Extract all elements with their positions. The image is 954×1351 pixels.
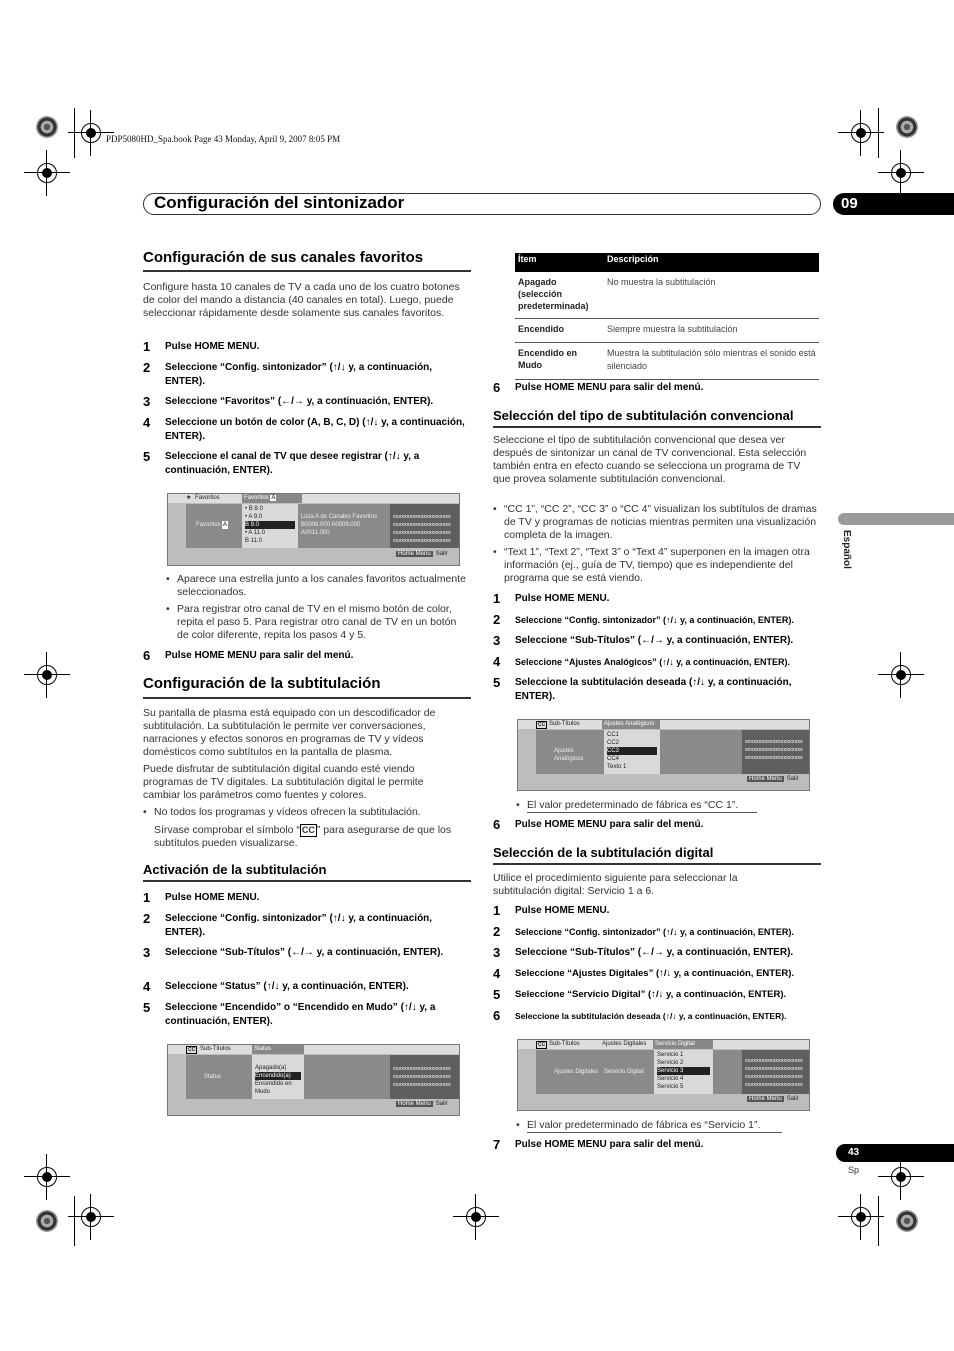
panel-label: Status: [204, 1074, 222, 1080]
channel-list: [242, 504, 298, 548]
step-text: Seleccione “Favoritos” (←/→ y, a continuación, ENTER).: [165, 396, 434, 407]
step-6: [493, 1009, 823, 1023]
cc-icon: CC: [188, 1047, 196, 1053]
home-menu-key: Home Menu: [749, 776, 782, 782]
section-rule: [143, 880, 471, 882]
step-number: 5: [143, 1000, 151, 1015]
section-rule: [493, 426, 821, 428]
step-number: 1: [143, 339, 151, 354]
step-text: Seleccione “Config. sintonizador” (↑/↓ y, a continuación, ENTER).: [165, 913, 433, 938]
language-tab: [838, 513, 954, 525]
step-number: 1: [493, 591, 501, 606]
tab-badge: A: [271, 495, 276, 501]
blank-panel: [713, 1050, 742, 1094]
step-number: 6: [493, 1008, 501, 1023]
table-header-desc: Descripción: [607, 254, 659, 264]
option-item-selected: CC3: [607, 747, 657, 755]
step-text: Pulse HOME MENU.: [515, 905, 610, 916]
registration-disc-icon: [896, 116, 918, 138]
screen-footer: [747, 776, 799, 782]
list-item: • A 11.0: [245, 530, 266, 536]
step-number: 6: [493, 817, 501, 832]
step-text: Seleccione “Config. sintonizador” (↑/↓ y, a continuación, ENTER).: [165, 362, 433, 387]
cc-icon: CC: [538, 1042, 546, 1048]
option-item: CC4: [607, 756, 620, 762]
exit-label: Salir: [786, 1096, 799, 1102]
step-number: 3: [143, 945, 151, 960]
registration-disc-icon: [36, 1210, 58, 1232]
exit-label: Salir: [435, 1101, 448, 1107]
table-row: [515, 343, 819, 380]
placeholder-text: xxxxxxxxxxxxxxxxxxxxx: [393, 1066, 451, 1072]
step-3: [493, 634, 821, 648]
step-number: 3: [493, 633, 501, 648]
step-6: [493, 818, 821, 832]
step-3: [143, 395, 469, 409]
exit-label: Salir: [786, 776, 799, 782]
screen-topbar: [518, 720, 809, 729]
option-item: Encendido en Mudo: [255, 1081, 292, 1095]
home-menu-key: Home Menu: [749, 1096, 782, 1102]
registration-disc-icon: [896, 1210, 918, 1232]
page-number: 43: [836, 1144, 954, 1162]
step-text: Seleccione “Sub-Títulos” (←/→ y, a continuación, ENTER).: [515, 635, 794, 646]
step-number: 5: [493, 675, 501, 690]
placeholder-panel: [742, 1050, 810, 1094]
step-text: Pulse HOME MENU para salir del menú.: [515, 382, 704, 393]
digital-intro: Utilice el procedimiento siguiente para seleccionar la subtitulación digital: Servicio 1 a 6.: [493, 872, 738, 897]
panel-label: Favoritos: [196, 522, 221, 528]
step-4: [493, 967, 823, 981]
panel-label-2: Servicio Digital: [604, 1069, 644, 1075]
status-table: [515, 253, 819, 380]
step-2: [493, 613, 821, 627]
bullet-item: • No todos los programas y vídeos ofrecen la subtitulación.: [143, 806, 469, 819]
step-number: 3: [143, 394, 151, 409]
list-item: B 11.0: [245, 538, 262, 544]
subtitles-paragraph: Su pantalla de plasma está equipado con un descodificador de subtitulación. La subtitulación le permite ver conversaciones, narraciones y efectos sonoros en programas de TV y vídeos domésticos como subtítulos en la pantalla de plasma.: [143, 707, 436, 758]
step-text: Seleccione “Sub-Títulos” (←/→ y, a continuación, ENTER).: [165, 947, 444, 958]
table-cell-item: Encendido: [518, 324, 565, 334]
step-number: 2: [143, 911, 151, 926]
chapter-number: 09: [833, 193, 954, 215]
placeholder-text: xxxxxxxxxxxxxxxxxxxxx: [745, 1066, 803, 1072]
cc-note-b: ” para asegurarse de que los subtítulos pueden visualizarse.: [154, 824, 452, 849]
screen-topbar: [168, 1045, 459, 1054]
step-2: [493, 925, 823, 939]
placeholder-text: xxxxxxxxxxxxxxxxxxxxx: [745, 739, 803, 745]
table-row: [515, 319, 819, 343]
default-note: • El valor predeterminado de fábrica es “CC 1”.: [516, 799, 776, 812]
step-number: 4: [493, 654, 501, 669]
step-number: 4: [143, 415, 151, 430]
trim-line: [74, 1196, 75, 1246]
step-5: [493, 676, 821, 704]
screen-top-tab: Ajustes Analógicos: [602, 720, 660, 729]
option-item-selected: Encendido(a): [255, 1072, 301, 1080]
table-cell-item: Encendido en Mudo: [518, 348, 578, 370]
digital-service-screen: [517, 1039, 810, 1111]
screen-top-left: Favoritos: [195, 495, 220, 501]
step-3: [143, 946, 469, 960]
step-1: [143, 891, 469, 905]
placeholder-text: xxxxxxxxxxxxxxxxxxxxx: [745, 755, 803, 761]
step-text: Pulse HOME MENU.: [165, 341, 260, 352]
list-item: • B 8.0: [245, 506, 263, 512]
table-row: [515, 272, 819, 319]
home-menu-key: Home Menu: [398, 551, 431, 557]
step-1: [143, 340, 469, 354]
info-title: Lista A de Canales Favoritos: [301, 514, 378, 520]
step-4: [493, 655, 821, 669]
step-5: [143, 1001, 469, 1029]
placeholder-text: xxxxxxxxxxxxxxxxxxxxx: [745, 1058, 803, 1064]
star-icon: ★: [186, 495, 192, 501]
crosshair-mark-icon: [34, 1164, 60, 1190]
subsection-title-activation: Activación de la subtitulación: [143, 862, 327, 877]
screen-top-tab: Servicio Digital: [653, 1040, 713, 1049]
step-text: Pulse HOME MENU para salir del menú.: [515, 1139, 704, 1150]
option-item: CC2: [607, 740, 620, 746]
step-text: Seleccione el canal de TV que desee registrar (↑/↓ y, a continuación, ENTER).: [165, 451, 420, 476]
step-text: Seleccione “Encendido” o “Encendido en Mudo” (↑/↓ y, a continuación, ENTER).: [165, 1002, 436, 1027]
option-item: Servicio 4: [657, 1076, 684, 1082]
panel-label: Ajustes Digitales: [554, 1069, 599, 1075]
step-1: [493, 904, 823, 918]
step-number: 4: [493, 966, 501, 981]
screen-left-panel: [186, 1055, 252, 1099]
tab-text: Favoritos: [244, 495, 269, 501]
blank-panel: [304, 1055, 390, 1099]
crosshair-mark-icon: [888, 160, 914, 186]
step-6: [143, 649, 469, 663]
bullet-item: • “CC 1”, “CC 2”, “CC 3” o “CC 4” visualizan los subtítulos de dramas de TV y programas de noticias mientras permiten una visualización completa de la imagen.: [493, 503, 821, 542]
placeholder-text: xxxxxxxxxxxxxxxxxxxxx: [745, 1074, 803, 1080]
step-4: [143, 416, 469, 444]
step-number: 6: [143, 648, 151, 663]
cc-note-a: Sírvase comprobar el símbolo “: [154, 824, 300, 836]
step-text: Seleccione “Ajustes Digitales” (↑/↓ y, a continuación, ENTER).: [515, 968, 795, 979]
option-item: Servicio 2: [657, 1060, 684, 1066]
screen-left-panel: [536, 1050, 654, 1094]
table-cell-desc: Siempre muestra la subtitulación: [607, 324, 738, 334]
table-cell-item: Apagado (selección predeterminada): [518, 277, 589, 311]
option-item: CC1: [607, 732, 620, 738]
blank-panel: [660, 730, 742, 774]
step-2: [143, 912, 469, 940]
placeholder-panel: [390, 504, 460, 548]
section-rule: [493, 863, 821, 865]
trim-line: [878, 1196, 879, 1246]
section-title-favorites: Configuración de sus canales favoritos: [143, 249, 424, 266]
crosshair-mark-icon: [888, 1164, 914, 1190]
option-item: Apagado(a): [255, 1065, 287, 1071]
subsection-title-digital: Selección de la subtitulación digital: [493, 845, 714, 860]
exit-label: Salir: [435, 551, 448, 557]
crosshair-mark-icon: [848, 1204, 874, 1230]
screen-top-left: Sub-Títulos: [200, 1046, 231, 1052]
screen-top-left: Sub-Títulos: [549, 721, 580, 727]
step-number: 2: [493, 924, 501, 939]
screen-top-left: Sub-Títulos: [549, 1041, 580, 1047]
screen-footer: [396, 551, 448, 557]
step-number: 5: [493, 987, 501, 1002]
step-number: 1: [493, 903, 501, 918]
step-number: 7: [493, 1137, 501, 1152]
step-6: [493, 381, 819, 395]
section-title-subtitles: Configuración de la subtitulación: [143, 675, 381, 692]
status-options: [252, 1055, 304, 1099]
panel-label: Ajustes Analógicos: [554, 748, 584, 762]
file-info-line: PDP5080HD_Spa.book Page 43 Monday, April 9, 2007 8:05 PM: [106, 134, 341, 144]
placeholder-text: xxxxxxxxxxxxxxxxxxxxx: [393, 1074, 451, 1080]
cc-note: [154, 824, 468, 850]
table-cell-desc: Muestra la subtitulación sólo mientras el sonido está silenciado: [607, 348, 816, 371]
screen-footer: [747, 1096, 799, 1102]
step-1: [493, 592, 821, 606]
registration-disc-icon: [36, 116, 58, 138]
step-3: [493, 946, 823, 960]
screen-topbar: [518, 1040, 809, 1049]
step-text: Pulse HOME MENU.: [515, 593, 610, 604]
info-panel: [298, 504, 390, 548]
info-line: A0011.000: [301, 530, 330, 536]
step-text: Seleccione la subtitulación deseada (↑/↓ y, a continuación, ENTER).: [515, 677, 792, 702]
placeholder-text: xxxxxxxxxxxxxxxxxxxxx: [393, 538, 451, 544]
placeholder-text: xxxxxxxxxxxxxxxxxxxxx: [393, 530, 451, 536]
cc-icon: CC: [538, 722, 546, 728]
placeholder-text: xxxxxxxxxxxxxxxxxxxxx: [393, 514, 451, 520]
crosshair-mark-icon: [848, 120, 874, 146]
service-options: [654, 1050, 713, 1094]
analog-options: [604, 730, 660, 774]
step-5: [143, 450, 469, 478]
step-text: Pulse HOME MENU.: [165, 892, 260, 903]
step-number: 6: [493, 380, 501, 395]
panel-badge: A: [223, 522, 228, 528]
option-item: Texto 1: [607, 764, 627, 770]
crosshair-mark-icon: [34, 160, 60, 186]
bullet-item: • “Text 1”, “Text 2”, “Text 3” o “Text 4” superponen en la imagen otra información (ej., guía de TV, tiempo) que es independiente del programa que se está viendo.: [493, 546, 821, 585]
screen-footer: [396, 1101, 448, 1107]
analog-settings-screen: [517, 719, 810, 791]
option-item: Servicio 5: [657, 1084, 684, 1090]
table-header-item: Ítem: [518, 254, 537, 264]
step-number: 2: [493, 612, 501, 627]
step-number: 3: [493, 945, 501, 960]
bullet-item: • Aparece una estrella junto a los canales favoritos actualmente seleccionados.: [166, 573, 468, 599]
step-text: Seleccione “Status” (↑/↓ y, a continuación, ENTER).: [165, 981, 409, 992]
placeholder-text: xxxxxxxxxxxxxxxxxxxxx: [745, 1082, 803, 1088]
placeholder-panel: [390, 1055, 460, 1099]
step-5: [493, 988, 823, 1002]
step-text: Seleccione “Config. sintonizador” (↑/↓ y, a continuación, ENTER).: [515, 615, 794, 625]
favorites-screen: [167, 493, 460, 566]
table-header: [515, 253, 819, 272]
chapter-title: Configuración del sintonizador: [154, 193, 405, 212]
crosshair-mark-icon: [78, 1204, 104, 1230]
section-rule: [143, 697, 471, 699]
screen-left-panel: [536, 730, 604, 774]
placeholder-text: xxxxxxxxxxxxxxxxxxxxx: [393, 522, 451, 528]
info-line: B0008.000 A0009.000: [301, 522, 361, 528]
section-rule: [143, 270, 471, 272]
crosshair-mark-icon: [888, 662, 914, 688]
cc-symbol-icon: CC: [301, 825, 315, 835]
trim-line: [878, 108, 879, 158]
step-text: Seleccione la subtitulación deseada (↑/↓ y, a continuación, ENTER).: [515, 1011, 787, 1021]
screen-left-panel: [186, 504, 242, 548]
placeholder-text: xxxxxxxxxxxxxxxxxxxxx: [393, 1082, 451, 1088]
conventional-intro: Seleccione el tipo de subtitulación convencional que desea ver después de sintonizar un canal de TV convencional. Esta selección también entra en efecto cuando se selecciona un programa de TV que provea solamente subtitulación convencional.: [493, 434, 807, 485]
subsection-title-conventional: Selección del tipo de subtitulación convencional: [493, 408, 794, 423]
default-note: • El valor predeterminado de fábrica es “Servicio 1”.: [516, 1119, 806, 1132]
subtitles-paragraph: Puede disfrutar de subtitulación digital cuando esté viendo programas de TV digitales. La subtitulación digital le permite cambiar los parámetros como fuentes y colores.: [143, 763, 424, 801]
step-number: 1: [143, 890, 151, 905]
screen-top-tab: Status: [252, 1045, 304, 1054]
step-4: [143, 980, 469, 994]
bullet-item: • Para registrar otro canal de TV en el mismo botón de color, repita el paso 5. Para registrar otro canal de TV en un botón de color diferente, repita los pasos 4 y 5.: [166, 603, 470, 642]
trim-line: [74, 108, 75, 158]
option-item: Servicio 1: [657, 1052, 684, 1058]
language-label: Español: [841, 530, 852, 569]
step-text: Seleccione un botón de color (A, B, C, D) (↑/↓ y, a continuación, ENTER).: [165, 417, 465, 442]
step-7: [493, 1138, 821, 1152]
step-2: [143, 361, 469, 389]
step-text: Pulse HOME MENU para salir del menú.: [165, 650, 354, 661]
note-underline: [527, 1132, 782, 1133]
page-lang: Sp: [848, 1165, 860, 1175]
screen-topbar: [168, 494, 459, 503]
step-number: 5: [143, 449, 151, 464]
crosshair-mark-icon: [463, 1204, 489, 1230]
step-text: Pulse HOME MENU para salir del menú.: [515, 819, 704, 830]
step-text: Seleccione “Ajustes Analógicos” (↑/↓ y, a continuación, ENTER).: [515, 657, 791, 667]
table-cell-desc: No muestra la subtitulación: [607, 277, 716, 287]
placeholder-panel: [742, 730, 810, 774]
step-text: Seleccione “Servicio Digital” (↑/↓ y, a continuación, ENTER).: [515, 989, 787, 1000]
step-number: 4: [143, 979, 151, 994]
crosshair-mark-icon: [34, 662, 60, 688]
step-number: 2: [143, 360, 151, 375]
status-screen: [167, 1044, 460, 1116]
placeholder-text: xxxxxxxxxxxxxxxxxxxxx: [745, 747, 803, 753]
option-item-selected: Servicio 3: [657, 1067, 710, 1075]
favorites-intro: Configure hasta 10 canales de TV a cada uno de los cuatro botones de color del mando a distancia (40 canales en total). Luego, puede seleccionar rápidamente desde solamente sus canales favoritos.: [143, 281, 460, 319]
crosshair-mark-icon: [78, 120, 104, 146]
note-underline: [527, 812, 757, 813]
list-item-selected: B 9.0: [245, 521, 295, 529]
home-menu-key: Home Menu: [398, 1101, 431, 1107]
step-text: Seleccione “Sub-Títulos” (←/→ y, a continuación, ENTER).: [515, 947, 794, 958]
screen-top-tab: [242, 494, 302, 503]
step-text: Seleccione “Config. sintonizador” (↑/↓ y, a continuación, ENTER).: [515, 927, 794, 937]
list-item: • A 9.0: [245, 514, 263, 520]
screen-top-mid: Ajustes Digitales: [602, 1041, 647, 1047]
